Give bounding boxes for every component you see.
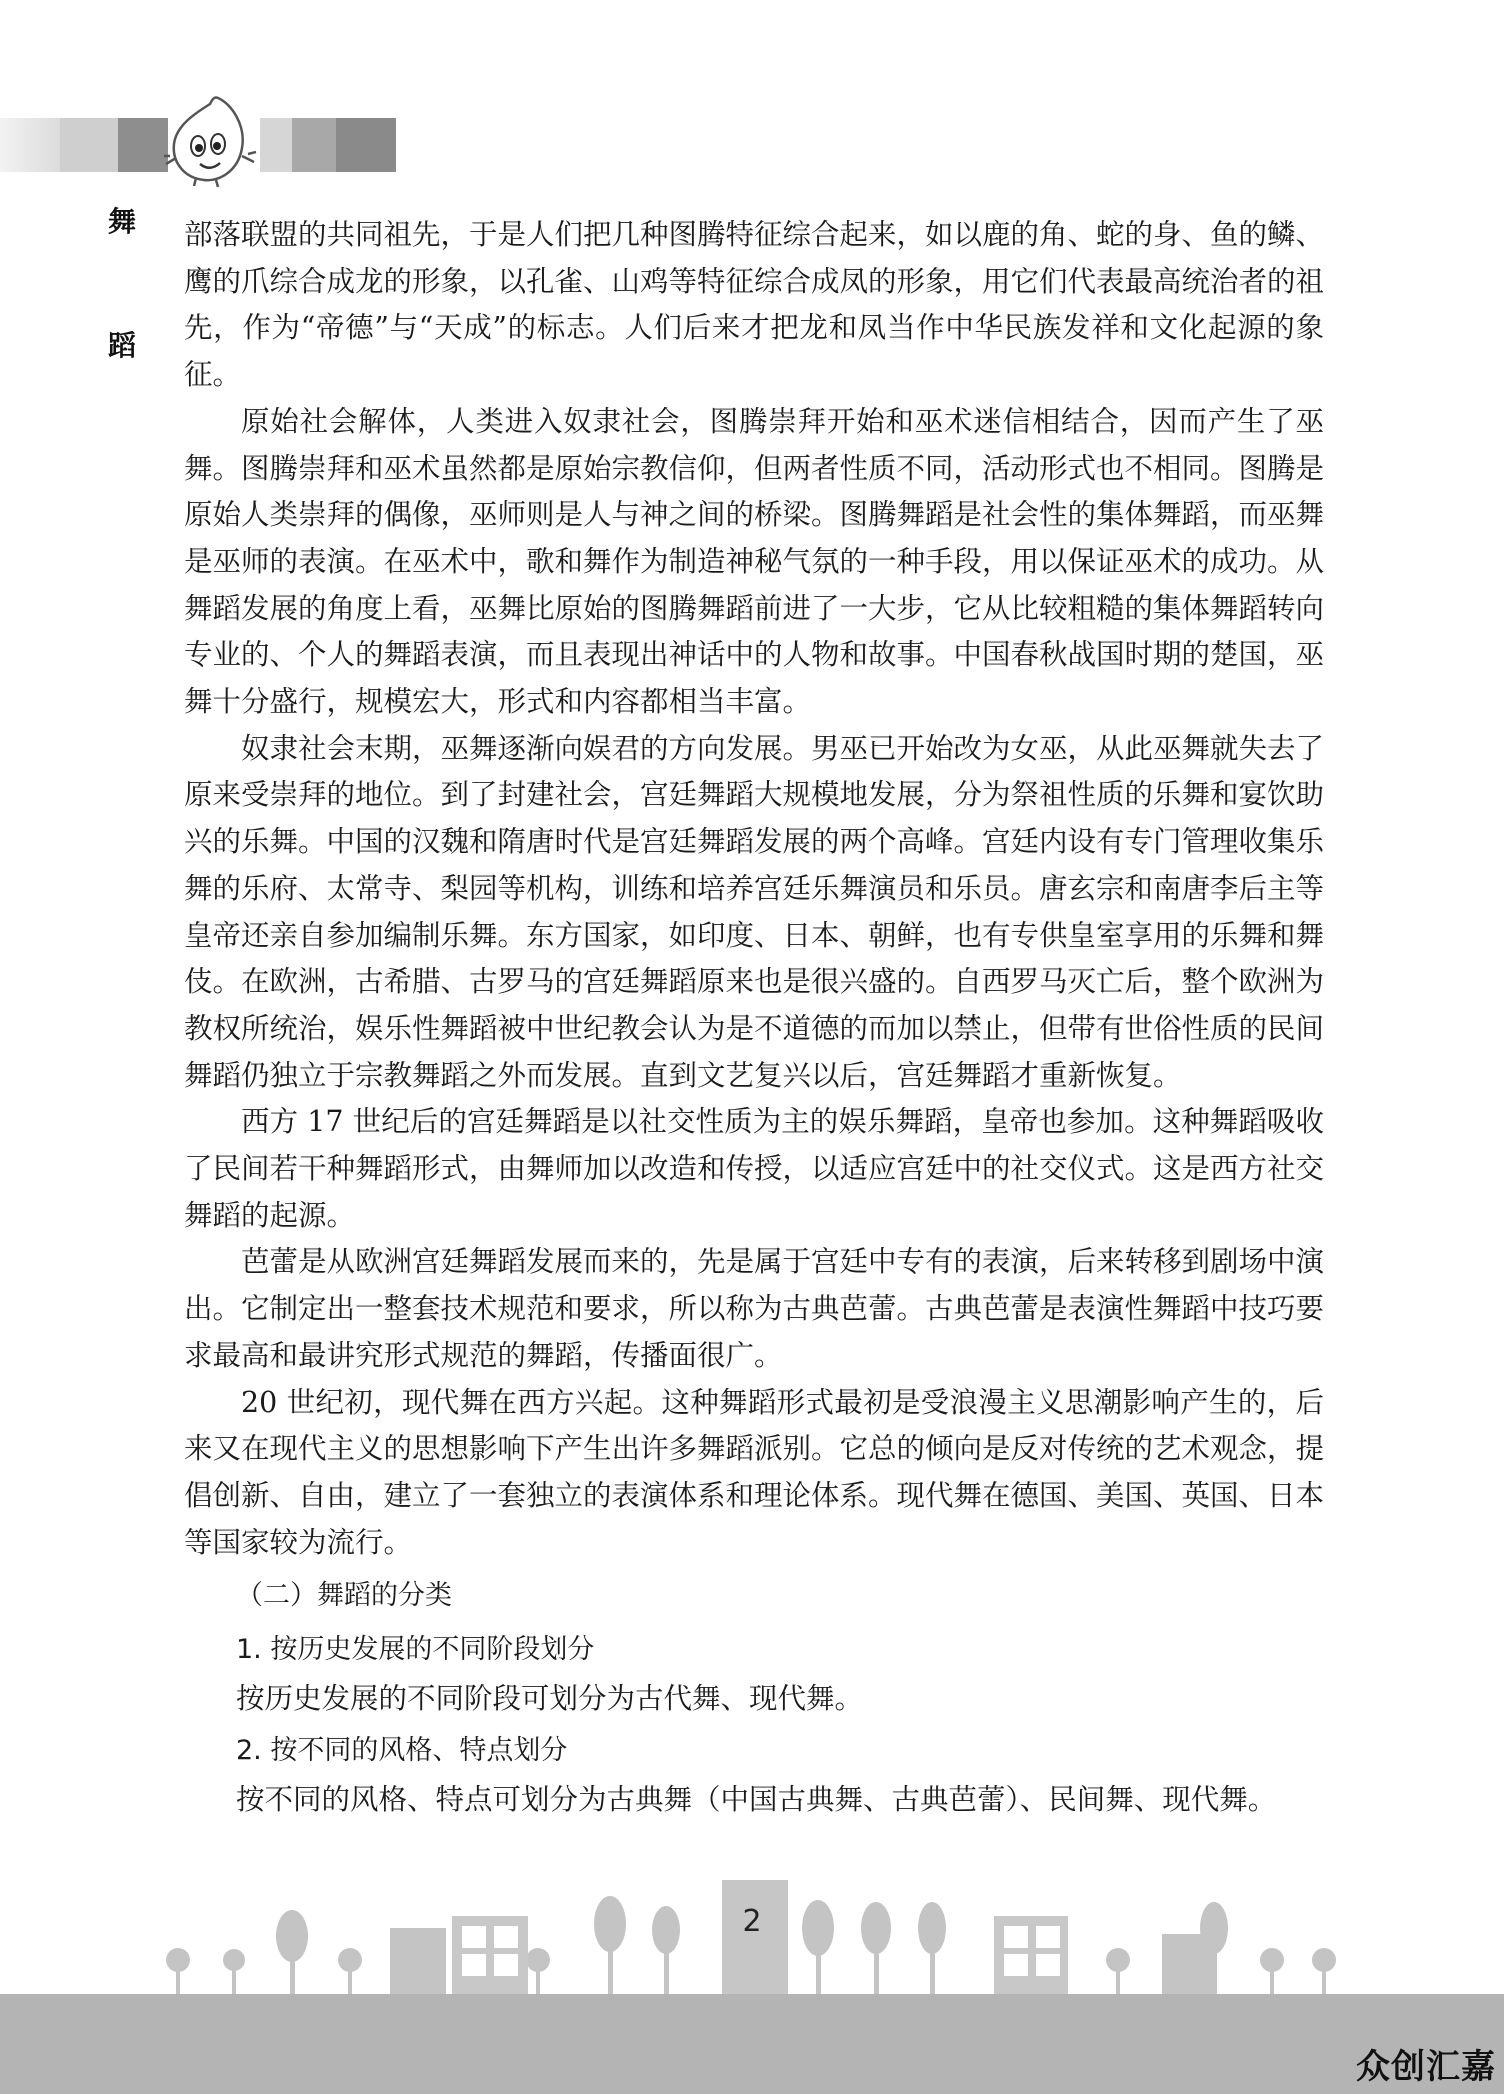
side-chapter-label bbox=[108, 205, 148, 362]
section-heading: （二）舞蹈的分类 bbox=[236, 1580, 452, 1612]
subsection-1-heading: 1. 按历史发展的不同阶段划分 bbox=[236, 1634, 595, 1666]
paragraph-3: 奴隶社会末期，巫舞逐渐向娱君的方向发展。男巫已开始改为女巫，从此巫舞就失去了原来受崇拜的地位。到了封建社会，宫廷舞蹈大规模地发展，分为祭祖性质的乐舞和宴饮助兴的乐舞。中国的汉魏和隋唐时代是宫廷舞蹈发展的两个高峰。宫廷内设有专门管理收集乐舞的乐府、太常寺、梨园等机构，训练和培养宫廷乐舞演员和乐员。唐玄宗和南唐李后主等皇帝还亲自参加编制乐舞。东方国家，如印度、日本、朝鲜，也有专供皇室享用的乐舞和舞伎。在欧洲，古希腊、古罗马的宫廷舞蹈原来也是很兴盛的。自西罗马灭亡后，整个欧洲为教权所统治，娱乐性舞蹈被中世纪教会认为是不道德的而加以禁止，但带有世俗性质的民间舞蹈仍独立于宗教舞蹈之外而发展。直到文艺复兴以后，宫廷舞蹈才重新恢复。 bbox=[184, 731, 1325, 1092]
page-number: 2 bbox=[742, 1904, 762, 1939]
brand-watermark: 众创汇嘉 bbox=[1356, 2047, 1496, 2087]
paragraph-5: 芭蕾是从欧洲宫廷舞蹈发展而来的，先是属于宫廷中专有的表演，后来转移到剧场中演出。它制定出一整套技术规范和要求，所以称为古典芭蕾。古典芭蕾是表演性舞蹈中技巧要求最高和最讲究形式规范的舞蹈，传播面很广。 bbox=[184, 1245, 1325, 1372]
paragraph-1: 部落联盟的共同祖先，于是人们把几种图腾特征综合起来，如以鹿的角、蛇的身、鱼的鳞、鹰的爪综合成龙的形象，以孔雀、山鸡等特征综合成凤的形象，用它们代表最高统治者的祖先，作为“帝德”与“天成”的标志。人们后来才把龙和凤当作中华民族发祥和文化起源的象征。 bbox=[184, 218, 1325, 392]
main-content bbox=[184, 212, 1324, 1824]
footer-city-scene bbox=[0, 1860, 1504, 2094]
paragraph-4: 西方 17 世纪后的宫廷舞蹈是以社交性质为主的娱乐舞蹈，皇帝也参加。这种舞蹈吸收了民间若干种舞蹈形式，由舞师加以改造和传授，以适应宫廷中的社交仪式。这是西方社交舞蹈的起源。 bbox=[184, 1105, 1325, 1232]
paragraph-2: 原始社会解体，人类进入奴隶社会，图腾崇拜开始和巫术迷信相结合，因而产生了巫舞。图腾崇拜和巫术虽然都是原始宗教信仰，但两者性质不同，活动形式也不相同。图腾是原始人类崇拜的偶像，巫师则是人与神之间的桥梁。图腾舞蹈是社会性的集体舞蹈，而巫舞是巫师的表演。在巫术中，歌和舞作为制造神秘气氛的一种手段，用以保证巫术的成功。从舞蹈发展的角度上看，巫舞比原始的图腾舞蹈前进了一大步，它从比较粗糙的集体舞蹈转向专业的、个人的舞蹈表演，而且表现出神话中的人物和故事。中国春秋战国时期的楚国，巫舞十分盛行，规模宏大，形式和内容都相当丰富。 bbox=[184, 404, 1325, 719]
subsection-2-heading: 2. 按不同的风格、特点划分 bbox=[236, 1735, 568, 1767]
subsection-2-text: 按不同的风格、特点可划分为古典舞（中国古典舞、古典芭蕾）、民间舞、现代舞。 bbox=[236, 1783, 1277, 1817]
water-drop-mascot-icon bbox=[160, 92, 260, 188]
side-label-char-1: 舞 bbox=[108, 205, 137, 238]
paragraph-6: 20 世纪初，现代舞在西方兴起。这种舞蹈形式最初是受浪漫主义思潮影响产生的，后来又在现代主义的思想影响下产生出许多舞蹈派别。它总的倾向是反对传统的艺术观念，提倡创新、自由，建立了一套独立的表演体系和理论体系。现代舞在德国、美国、英国、日本等国家较为流行。 bbox=[184, 1385, 1325, 1559]
subsection-1-text: 按历史发展的不同阶段可划分为古代舞、现代舞。 bbox=[236, 1682, 864, 1716]
side-label-char-2: 蹈 bbox=[108, 329, 137, 362]
